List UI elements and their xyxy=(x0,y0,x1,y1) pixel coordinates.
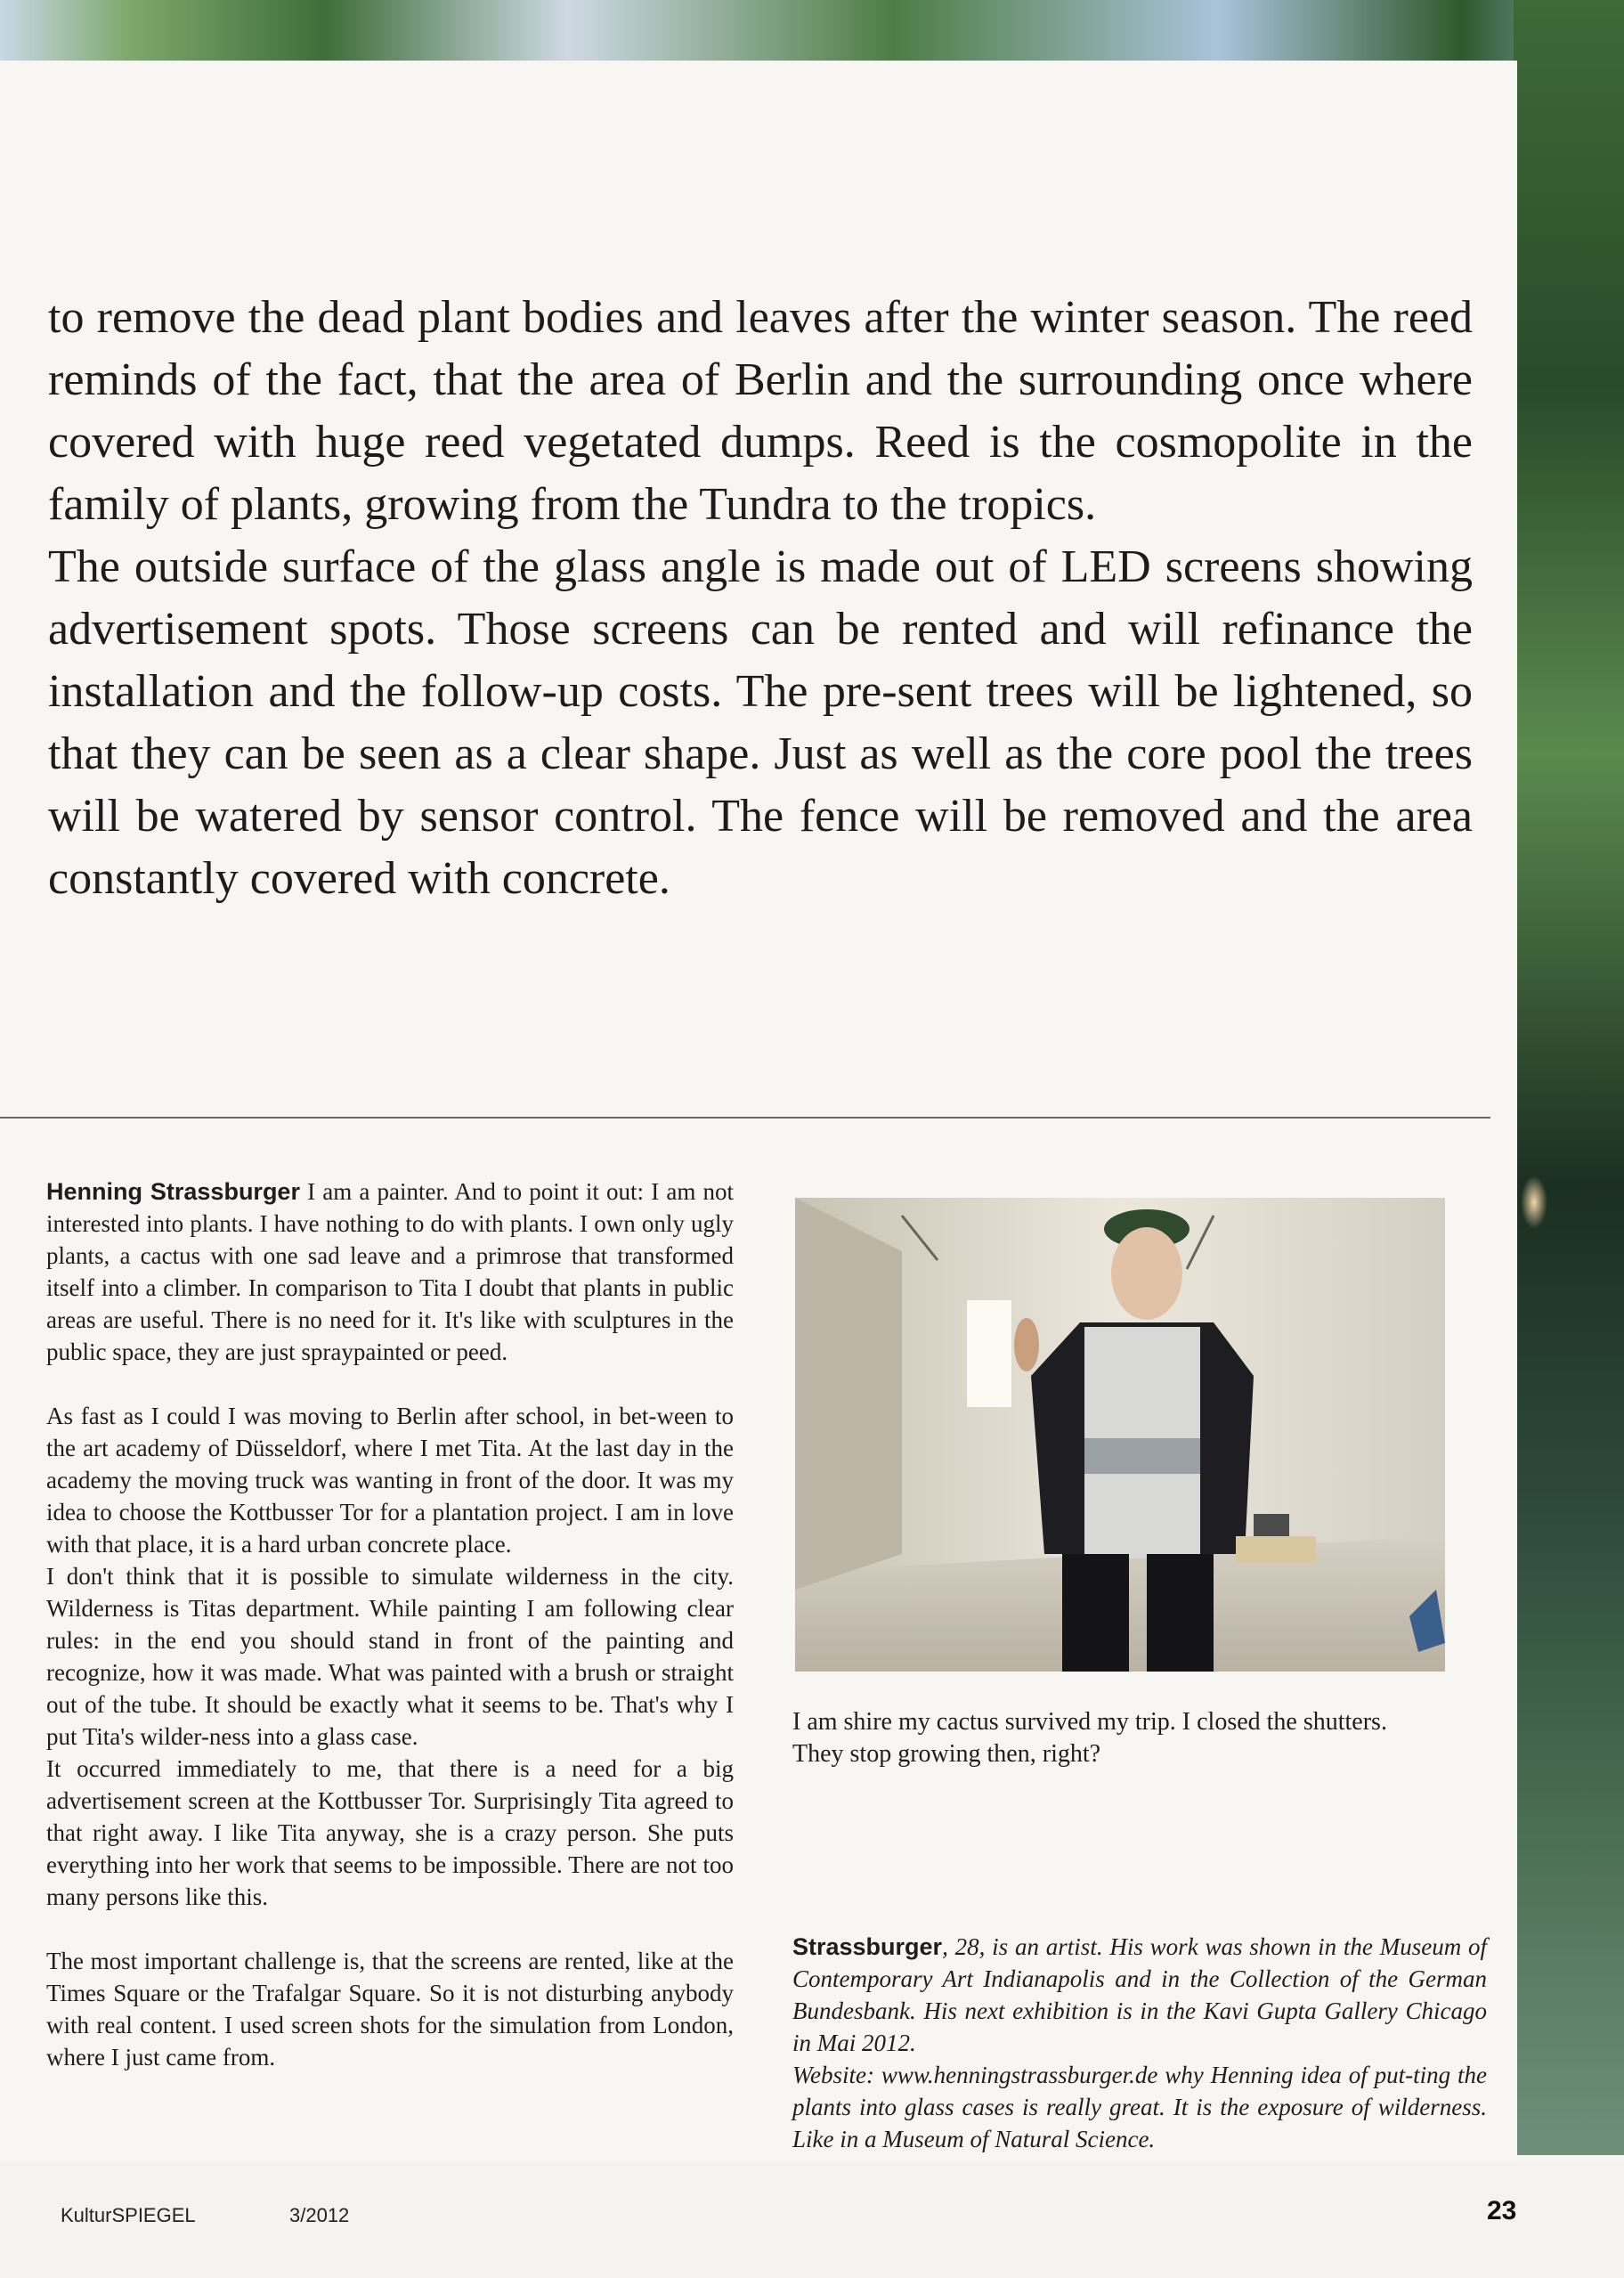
background-foliage-top xyxy=(0,0,1624,62)
caption-line: They stop growing then, right? xyxy=(792,1740,1101,1768)
interview-paragraph: The most important challenge is, that the screens are rented, like at the Times Square or the Trafalgar Square. So it is not disturbing anybody with real content. I used screen shots for the simulation from London, where I just came from. xyxy=(46,1948,734,2071)
interview-paragraph: It occurred immediately to me, that there is a need for a big advertisement screen at the Kottbusser Tor. Surprisingly Tita agreed to that right away. I like Tita anyway, she is a crazy person. She puts everything into her work that seems to be impossible. There are not too many persons like this. xyxy=(46,1755,734,1910)
background-foliage-right xyxy=(1514,0,1624,2155)
interview-paragraph: As fast as I could I was moving to Berlin after school, in bet-ween to the art academy of Düsseldorf, where I met Tita. At the last day in the academy the moving truck was wanting in front of the door. It was my idea to choose the Kottbusser Tor for a plantation project. I am in love with that place, it is a hard urban concrete place. xyxy=(46,1403,734,1558)
bio-name: Strassburger xyxy=(792,1933,943,1960)
page-number: 23 xyxy=(1487,2196,1517,2225)
bio-paragraph xyxy=(792,1931,1487,2059)
artist-bio xyxy=(792,1931,1487,2155)
interview-intro xyxy=(46,1176,734,1368)
bio-text: , 28, is an artist. His work was shown in the Museum of Contemporary Art Indianapolis and in the Collection of the German Bundesbank. His next exhibition is in the Kavi Gupta Gallery Chicago in Mai 2012. xyxy=(792,1933,1487,2056)
artist-photo xyxy=(795,1198,1445,1672)
paragraph-gap xyxy=(46,1913,734,1945)
intro-text: I am a painter. And to point it out: I am not interested into plants. I have nothing to do with plants. I own only ugly plants, a cactus with one sad leave and a primrose that transformed itself into a climber. In comparison to Tita I doubt that plants in public areas are useful. There is no need for it. It's like with sculptures in the public space, they are just spraypainted or peed. xyxy=(46,1178,734,1365)
section-divider xyxy=(0,1117,1490,1119)
photo-caption xyxy=(792,1706,1487,1770)
speaker-name: Henning Strassburger xyxy=(46,1178,300,1205)
bio-website: Website: www.henningstrassburger.de why Henning idea of put-ting the plants into glass cases is really great. It is the exposure of wilderness. Like in a Museum of Natural Science. xyxy=(792,2062,1487,2152)
article-paragraph: to remove the dead plant bodies and leaves after the winter season. The reed reminds of the fact, that the area of Berlin and the surrounding once where covered with huge reed vegetated dumps. Reed is the cosmopolite in the family of plants, growing from the Tundra to the tropics. xyxy=(48,292,1473,530)
footer xyxy=(0,2162,1624,2278)
article-paragraph: The outside surface of the glass angle is made out of LED screens showing advertisement spots. Those screens can be rented and will refinance the installation and the follow-up costs. The pre-sent trees will be lightened, so that they can be seen as a clear shape. Just as well as the core pool the trees will be watered by sensor control. The fence will be removed and the area constantly covered with concrete. xyxy=(48,541,1473,904)
caption-line: I am shire my cactus survived my trip. I closed the shutters. xyxy=(792,1708,1387,1736)
footer-magazine-name: KulturSPIEGEL xyxy=(61,2204,196,2226)
interview-paragraph: I don't think that it is possible to simulate wilderness in the city. Wilderness is Titas department. While painting I am following clear rules: in the end you should stand in front of the painting and recognize, how it was made. What was painted with a brush or straight out of the tube. It should be exactly what it seems to be. That's why I put Tita's wilder-ness into a glass case. xyxy=(46,1563,734,1750)
light-spot xyxy=(1521,1176,1547,1229)
artist-photo-illustration xyxy=(795,1198,1445,1672)
interview-column xyxy=(46,1176,734,2073)
article-continuation xyxy=(48,287,1473,910)
paragraph-gap xyxy=(46,1368,734,1400)
footer-issue: 3/2012 xyxy=(289,2204,350,2226)
